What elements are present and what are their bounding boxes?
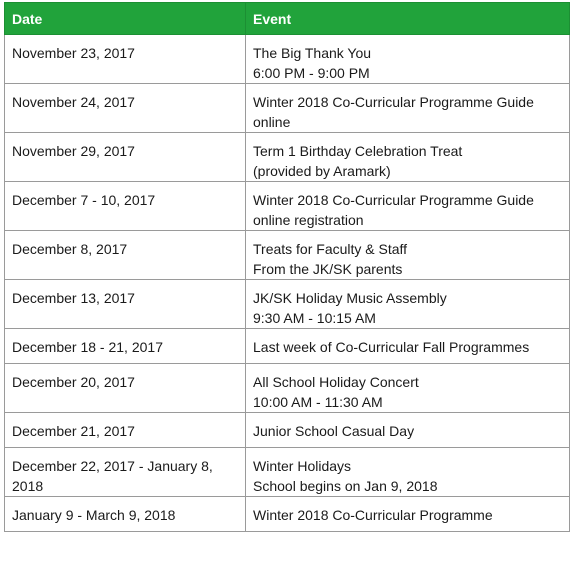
event-description-cell <box>246 182 570 231</box>
event-date-text: December 7 - 10, 2017 <box>12 192 156 208</box>
event-description-text: 6:00 PM - 9:00 PM <box>253 65 370 81</box>
event-date-cell <box>5 329 246 364</box>
event-date-text: December 8, 2017 <box>12 241 128 257</box>
event-description-text: Winter 2018 Co-Curricular Programme Guide <box>253 192 534 208</box>
event-description-text: 9:30 AM - 10:15 AM <box>253 310 376 326</box>
event-date-text: November 24, 2017 <box>12 94 135 110</box>
table-row <box>5 182 570 231</box>
events-table <box>4 2 570 532</box>
event-description-text: JK/SK Holiday Music Assembly <box>253 290 447 306</box>
event-description-text: 10:00 AM - 11:30 AM <box>253 394 383 410</box>
event-date-text: December 18 - 21, 2017 <box>12 339 163 355</box>
event-description-text: online registration <box>253 212 364 228</box>
event-date-text: December 13, 2017 <box>12 290 135 306</box>
event-description-text: Winter 2018 Co-Curricular Programme <box>253 507 493 523</box>
event-description-text: Winter Holidays <box>253 458 352 474</box>
event-description-text: Treats for Faculty & Staff <box>253 241 408 257</box>
event-description-text: All School Holiday Concert <box>253 374 419 390</box>
event-date-text: 2018 <box>12 478 44 494</box>
table-row <box>5 364 570 413</box>
event-description-text: (provided by Aramark) <box>253 163 391 179</box>
table-row <box>5 35 570 84</box>
event-description-text: The Big Thank You <box>253 45 372 61</box>
table-row <box>5 133 570 182</box>
event-description-text: online <box>253 114 291 130</box>
event-description-cell <box>246 133 570 182</box>
event-description-cell <box>246 231 570 280</box>
event-date-cell <box>5 231 246 280</box>
event-description-cell <box>246 364 570 413</box>
event-date-text: December 21, 2017 <box>12 423 135 439</box>
event-description-cell <box>246 448 570 497</box>
event-date-text: November 23, 2017 <box>12 45 135 61</box>
event-description-cell <box>246 35 570 84</box>
event-description-cell <box>246 329 570 364</box>
event-column-header: Event <box>246 3 570 35</box>
event-date-cell <box>5 182 246 231</box>
event-description-cell <box>246 413 570 448</box>
event-date-cell <box>5 448 246 497</box>
event-date-text: December 22, 2017 - January 8, <box>12 458 213 474</box>
events-calendar <box>4 2 569 532</box>
event-date-cell <box>5 497 246 532</box>
table-row <box>5 231 570 280</box>
event-date-text: November 29, 2017 <box>12 143 135 159</box>
event-description-cell <box>246 280 570 329</box>
event-date-cell <box>5 280 246 329</box>
event-description-text: Junior School Casual Day <box>253 423 415 439</box>
event-description-text: Last week of Co-Curricular Fall Programmes <box>253 339 530 355</box>
event-description-cell <box>246 84 570 133</box>
table-row <box>5 497 570 532</box>
event-description-text: Term 1 Birthday Celebration Treat <box>253 143 463 159</box>
table-row <box>5 280 570 329</box>
event-date-text: December 20, 2017 <box>12 374 135 390</box>
event-description-text: School begins on Jan 9, 2018 <box>253 478 438 494</box>
event-description-text: From the JK/SK parents <box>253 261 403 277</box>
event-date-cell <box>5 35 246 84</box>
event-date-cell <box>5 84 246 133</box>
table-row <box>5 84 570 133</box>
event-date-cell <box>5 413 246 448</box>
table-row <box>5 329 570 364</box>
event-date-text: January 9 - March 9, 2018 <box>12 507 176 523</box>
table-row <box>5 413 570 448</box>
event-description-text: Winter 2018 Co-Curricular Programme Guide <box>253 94 534 110</box>
table-header-row <box>5 3 570 35</box>
event-date-cell <box>5 364 246 413</box>
table-row <box>5 448 570 497</box>
event-date-cell <box>5 133 246 182</box>
date-column-header: Date <box>5 3 246 35</box>
event-description-cell <box>246 497 570 532</box>
